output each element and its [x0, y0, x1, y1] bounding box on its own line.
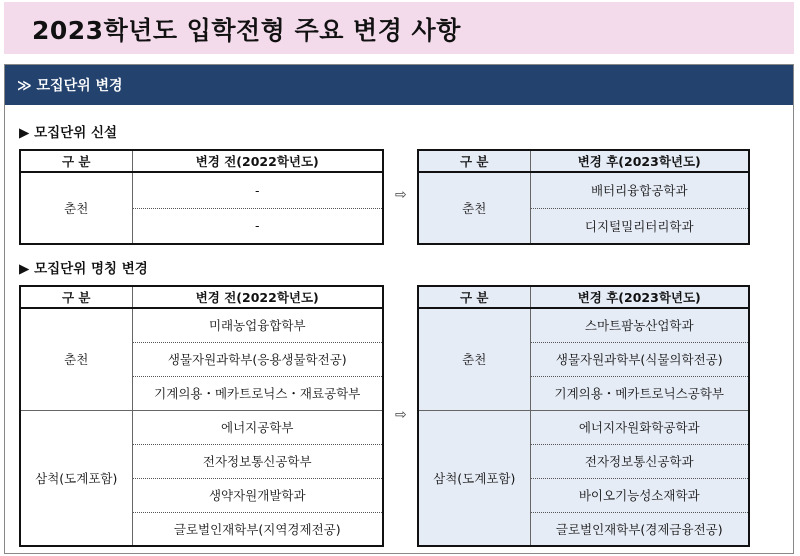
unit-cell: 스마트팜농산업학과	[530, 308, 749, 342]
column-header: 변경 전(2022학년도)	[132, 150, 383, 172]
new-units-before-table	[19, 149, 384, 245]
campus-cell: 춘천	[20, 308, 132, 410]
unit-cell: 생물자원과학부(식물의학전공)	[530, 342, 749, 376]
column-header: 변경 후(2023학년도)	[530, 286, 749, 308]
renamed-units-after-table	[417, 285, 750, 547]
unit-cell: 미래농업융합학부	[132, 308, 383, 342]
unit-cell: 디지털밀리터리학과	[584, 218, 694, 234]
unit-cell: 바이오기능성소재학과	[530, 478, 749, 512]
unit-cell: 에너지공학부	[132, 410, 383, 444]
unit-cell: 전자정보통신공학과	[530, 444, 749, 478]
unit-cell: -	[132, 172, 383, 208]
campus-cell: 삼척(도계포함)	[418, 410, 530, 546]
arrow-icon: ⇨	[395, 187, 407, 203]
arrow-icon: ⇨	[395, 407, 407, 423]
unit-cell: 에너지자원화학공학과	[530, 410, 749, 444]
campus-cell: 춘천	[418, 172, 530, 244]
unit-cell: 글로벌인재학부(경제금융전공)	[555, 521, 723, 537]
column-header: 구 분	[20, 286, 132, 308]
unit-cell: -	[254, 218, 260, 234]
new-units-after-table	[417, 149, 750, 245]
column-header: 구 분	[418, 286, 530, 308]
column-header: 구 분	[20, 150, 132, 172]
renamed-units-before-table	[19, 285, 384, 547]
unit-cell: 생물자원과학부(응용생물학전공)	[132, 342, 383, 376]
column-header: 변경 전(2022학년도)	[132, 286, 383, 308]
campus-cell: 춘천	[418, 308, 530, 410]
unit-cell: 기계의용・메카트로닉스・재료공학부	[154, 386, 361, 401]
section-rename-heading: ▶ 모집단위 명칭 변경	[19, 261, 148, 277]
section-new-heading: ▶ 모집단위 신설	[19, 125, 118, 141]
campus-cell: 삼척(도계포함)	[20, 410, 132, 546]
title-bar	[4, 2, 794, 54]
content-frame	[4, 64, 794, 554]
unit-cell: 생약자원개발학과	[132, 478, 383, 512]
column-header: 구 분	[418, 150, 530, 172]
unit-cell: 기계의용・메카트로닉스공학부	[554, 386, 724, 401]
campus-cell: 춘천	[20, 172, 132, 244]
column-header: 변경 후(2023학년도)	[530, 150, 749, 172]
unit-cell: 글로벌인재학부(지역경제전공)	[173, 521, 341, 537]
banner-label: ≫ 모집단위 변경	[17, 78, 123, 94]
page-title: 2023학년도 입학전형 주요 변경 사항	[32, 16, 461, 45]
unit-cell: 배터리융합공학과	[530, 172, 749, 208]
section-banner	[5, 65, 793, 105]
unit-cell: 전자정보통신공학부	[132, 444, 383, 478]
